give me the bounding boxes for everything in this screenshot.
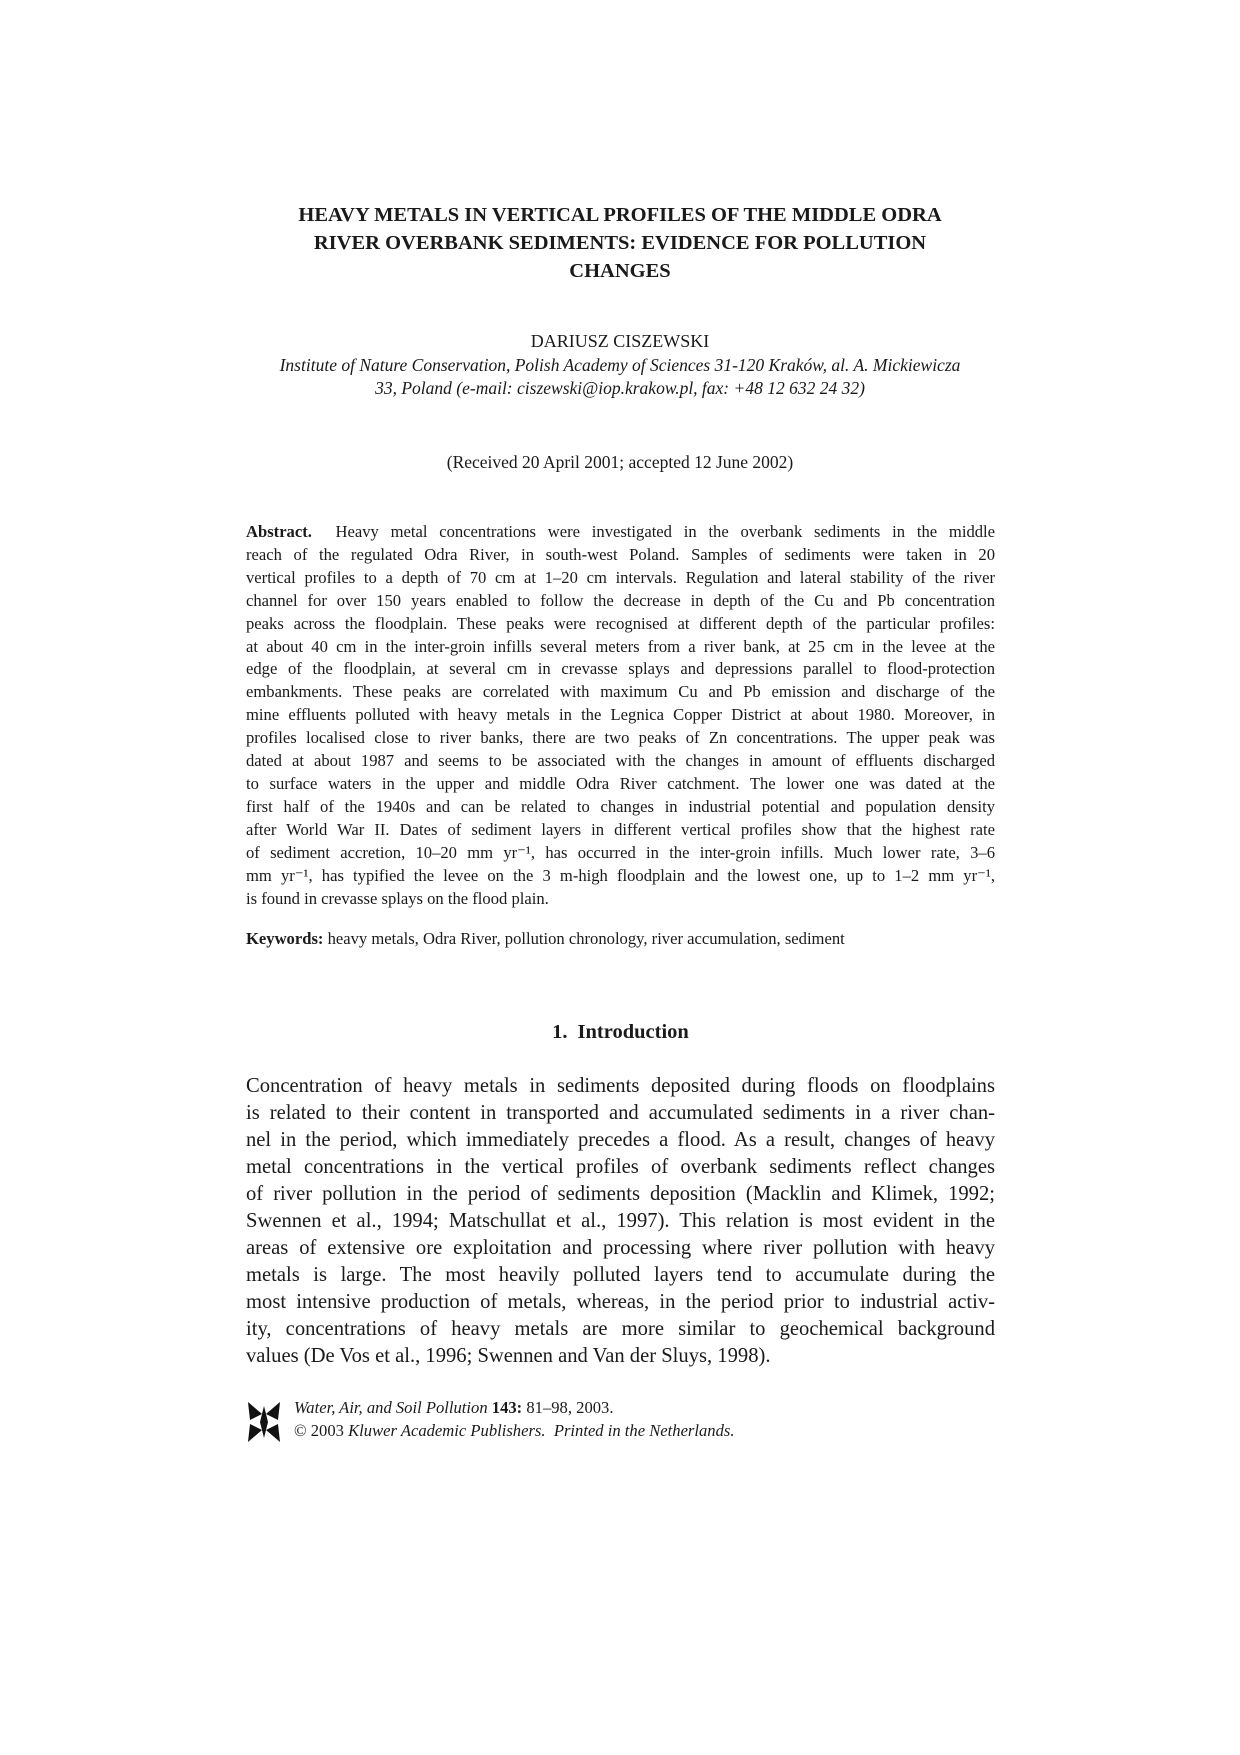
intro-line: values (De Vos et al., 1996; Swennen and Van der Sluys, 1998). [246, 1345, 771, 1367]
intro-line: Swennen et al., 1994; Matschullat et al., 1997). This relation is most evident in the [246, 1210, 995, 1232]
affiliation-line: 33, Poland (e-mail: ciszewski@iop.krakow.pl, fax: +48 12 632 24 32) [375, 378, 865, 398]
kluwer-publisher-logo-icon [246, 1400, 282, 1444]
abstract-line: of sediment accretion, 10–20 mm yr⁻¹, has occurred in the inter-groin infills. Much lower rate, 3–6 [246, 842, 995, 862]
keywords [246, 928, 995, 950]
printed-location: Printed in the Netherlands. [553, 1421, 735, 1440]
section-title: Introduction [577, 1021, 689, 1043]
affiliation-line: Institute of Nature Conservation, Polish Academy of Sciences 31-120 Kraków, al. A. Mickiewicza [279, 355, 961, 375]
title-line: CHANGES [569, 260, 671, 282]
intro-line: metals is large. The most heavily polluted layers tend to accumulate during the [246, 1264, 995, 1286]
abstract-line: channel for over 150 years enabled to follow the decrease in depth of the Cu and Pb concentration [246, 590, 995, 610]
keywords-text: heavy metals, Odra River, pollution chronology, river accumulation, sediment [327, 929, 845, 948]
abstract-line: mine effluents polluted with heavy metals in the Legnica Copper District at about 1980. Moreover, in [246, 705, 995, 725]
copyright-line [294, 1419, 735, 1442]
abstract-line: dated at about 1987 and seems to be associated with the changes in amount of effluents discharged [246, 751, 995, 771]
introduction-body [246, 1073, 995, 1370]
intro-line: nel in the period, which immediately precedes a flood. As a result, changes of heavy [246, 1129, 995, 1151]
title-line: HEAVY METALS IN VERTICAL PROFILES OF THE MIDDLE ODRA [298, 204, 942, 226]
publication-footer [246, 1396, 1006, 1456]
abstract-line: first half of the 1940s and can be related to changes in industrial potential and population density [246, 796, 995, 816]
journal-pages: 81–98, 2003. [526, 1398, 614, 1417]
abstract-line [246, 521, 995, 544]
abstract [246, 521, 995, 910]
intro-line: is related to their content in transported and accumulated sediments in a river chan- [246, 1102, 995, 1124]
section-heading [246, 1019, 995, 1045]
footer-text [294, 1396, 735, 1442]
intro-line: Concentration of heavy metals in sediments deposited during floods on floodplains [246, 1075, 995, 1097]
title-line: RIVER OVERBANK SEDIMENTS: EVIDENCE FOR POLLUTION [313, 232, 927, 254]
journal-volume: 143: [491, 1398, 523, 1417]
journal-citation [294, 1396, 735, 1419]
publisher-name: Kluwer Academic Publishers. [348, 1421, 546, 1440]
copyright-year: © 2003 [294, 1421, 344, 1440]
abstract-line: is found in crevasse splays on the flood plain. [246, 888, 549, 908]
abstract-line: to surface waters in the upper and middle Odra River catchment. The lower one was dated at the [246, 773, 995, 793]
received-dates: (Received 20 April 2001; accepted 12 June 2002) [446, 452, 794, 472]
abstract-label: Abstract. [246, 522, 312, 541]
paper-title [230, 201, 1010, 285]
abstract-line: vertical profiles to a depth of 70 cm at 1–20 cm intervals. Regulation and lateral stability of the river [246, 567, 995, 587]
abstract-line: embankments. These peaks are correlated with maximum Cu and Pb emission and discharge of the [246, 682, 995, 702]
journal-name: Water, Air, and Soil Pollution [294, 1398, 488, 1417]
abstract-text: Heavy metal concentrations were investigated in the overbank sediments in the middle [335, 522, 996, 541]
intro-line: metal concentrations in the vertical profiles of overbank sediments reflect changes [246, 1156, 995, 1178]
abstract-line: mm yr⁻¹, has typified the levee on the 3 m-high floodplain and the lowest one, up to 1–2 mm yr⁻¹, [246, 865, 995, 885]
section-number: 1. [552, 1021, 568, 1043]
intro-line: most intensive production of metals, whereas, in the period prior to industrial activ- [246, 1291, 995, 1313]
author-affiliation [230, 354, 1010, 400]
abstract-line: edge of the floodplain, at several cm in crevasse splays and depressions parallel to flood-protection [246, 659, 995, 679]
author-name: DARIUSZ CISZEWSKI [530, 331, 710, 351]
abstract-line: at about 40 cm in the inter-groin infills several meters from a river bank, at 25 cm in the levee at the [246, 636, 995, 656]
abstract-line: profiles localised close to river banks, there are two peaks of Zn concentrations. The upper peak was [246, 728, 995, 748]
abstract-line: after World War II. Dates of sediment layers in different vertical profiles show that the highest rate [246, 819, 995, 839]
keywords-label: Keywords: [246, 929, 324, 948]
intro-line: of river pollution in the period of sediments deposition (Macklin and Klimek, 1992; [246, 1183, 995, 1205]
intro-line: ity, concentrations of heavy metals are more similar to geochemical background [246, 1318, 995, 1340]
intro-line: areas of extensive ore exploitation and processing where river pollution with heavy [246, 1237, 995, 1259]
abstract-line: peaks across the floodplain. These peaks were recognised at different depth of the particular profiles: [246, 613, 995, 633]
abstract-line: reach of the regulated Odra River, in south-west Poland. Samples of sediments were taken in 20 [246, 544, 995, 564]
